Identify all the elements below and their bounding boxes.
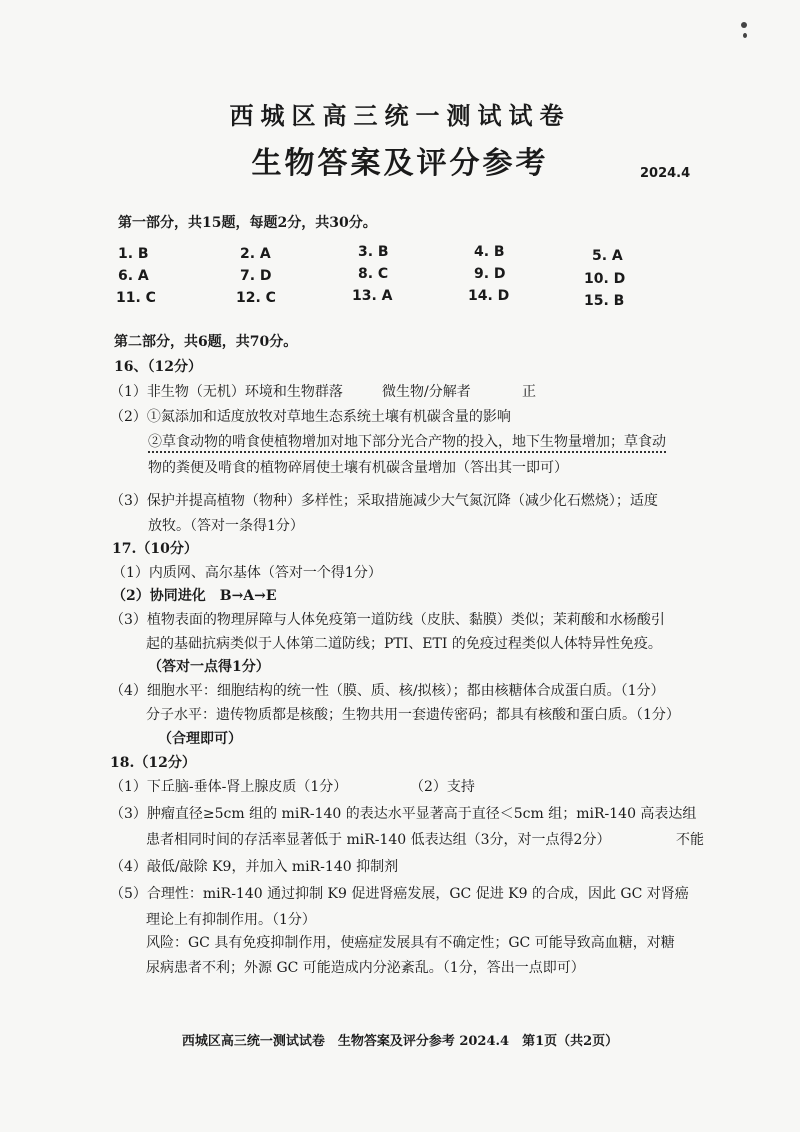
q17-answer-4b: 分子水平：遗传物质都是核酸；生物共用一套遗传密码；都具有核酸和蛋白质。（1分） [146, 707, 680, 723]
answer-item: 2. A [240, 246, 271, 262]
q18-answer-3c: 不能 [676, 832, 704, 848]
answer-item: 15. B [584, 293, 625, 309]
answer-item: 6. A [118, 268, 149, 284]
answer-item: 1. B [118, 246, 149, 262]
scan-speck [743, 33, 747, 38]
answer-item: 7. D [240, 268, 272, 284]
q17-answer-4c: （合理即可） [158, 731, 242, 747]
q17-answer-3b: 起的基础抗病类似于人体第二道防线；PTI、ETI 的免疫过程类似人体特异性免疫。 [146, 636, 662, 652]
exam-title: 西城区高三统一测试试卷 [229, 101, 571, 130]
answer-item: 5. A [592, 248, 623, 264]
part1-heading: 第一部分，共15题，每题2分，共30分。 [118, 215, 377, 231]
q17-answer-2: （2）协同进化 B→A→E [112, 588, 277, 604]
answer-item: 4. B [474, 244, 505, 260]
q17-answer-1: （1）内质网、高尔基体（答对一个得1分） [112, 565, 382, 581]
answer-item: 10. D [584, 271, 626, 287]
q18-answer-3: （3）肿瘤直径≥5cm 组的 miR-140 的表达水平显著高于直径＜5cm 组；miR-140 高表达组 [110, 806, 697, 822]
q18-answer-5b: 理论上有抑制作用。（1分） [146, 912, 316, 928]
q16-answer-3: （3）保护并提高植物（物种）多样性；采取措施减少大气氮沉降（减少化石燃烧）；适度 [110, 493, 658, 509]
q16-heading: 16、（12分） [114, 359, 202, 375]
page-footer: 西城区高三统一测试试卷 生物答案及评分参考 2024.4 第1页（共2页） [181, 1034, 619, 1049]
q18-answer-3b: 患者相同时间的存活率显著低于 miR-140 低表达组（3分，对一点得2分） [146, 832, 611, 848]
q16-answer-1b: 微生物/分解者 [382, 384, 471, 400]
part2-heading: 第二部分，共6题，共70分。 [114, 334, 298, 350]
answer-item: 14. D [468, 288, 510, 304]
q18-answer-5: （5）合理性：miR-140 通过抑制 K9 促进肾癌发展，GC 促进 K9 的合成，因此 GC 对肾癌 [110, 886, 689, 902]
q18-answer-2: （2）支持 [410, 779, 475, 795]
q17-answer-3c: （答对一点得1分） [148, 659, 270, 675]
exam-date: 2024.4 [640, 166, 691, 181]
q18-answer-5c: 风险：GC 具有免疫抑制作用，使癌症发展具有不确定性；GC 可能导致高血糖，对糖 [146, 935, 675, 951]
q16-answer-2b: ②草食动物的啃食使植物增加对地下部分光合产物的投入，地下生物量增加；草食动 [148, 431, 666, 451]
q17-answer-4: （4）细胞水平：细胞结构的统一性（膜、质、核/拟核）；都由核糖体合成蛋白质。（1分） [110, 683, 665, 699]
answer-item: 12. C [236, 290, 276, 306]
document-title: 生物答案及评分参考 [251, 146, 549, 181]
answer-item: 3. B [358, 244, 389, 260]
q16-answer-2c: 物的粪便及啃食的植物碎屑使土壤有机碳含量增加（答出其一即可） [148, 460, 568, 476]
q18-answer-4: （4）敲低/敲除 K9，并加入 miR-140 抑制剂 [110, 859, 399, 875]
answer-item: 11. C [116, 290, 156, 306]
q17-answer-3: （3）植物表面的物理屏障与人体免疫第一道防线（皮肤、黏膜）类似；茉莉酸和水杨酸引 [110, 612, 665, 628]
q16-answer-1a: （1）非生物（无机）环境和生物群落 [110, 384, 343, 400]
q18-heading: 18.（12分） [110, 755, 196, 771]
answer-item: 9. D [474, 266, 506, 282]
q17-heading: 17.（10分） [112, 541, 198, 557]
q18-answer-5d: 尿病患者不利；外源 GC 可能造成内分泌紊乱。（1分，答出一点即可） [146, 960, 585, 976]
q16-answer-2: （2）①氮添加和适度放牧对草地生态系统土壤有机碳含量的影响 [110, 409, 511, 425]
answer-item: 13. A [352, 288, 393, 304]
q16-answer-1c: 正 [522, 384, 536, 400]
q18-answer-1: （1）下丘脑-垂体-肾上腺皮质（1分） [110, 779, 348, 795]
q16-answer-3b: 放牧。（答对一条得1分） [148, 518, 304, 534]
answer-item: 8. C [358, 266, 389, 282]
scan-speck [741, 22, 747, 28]
